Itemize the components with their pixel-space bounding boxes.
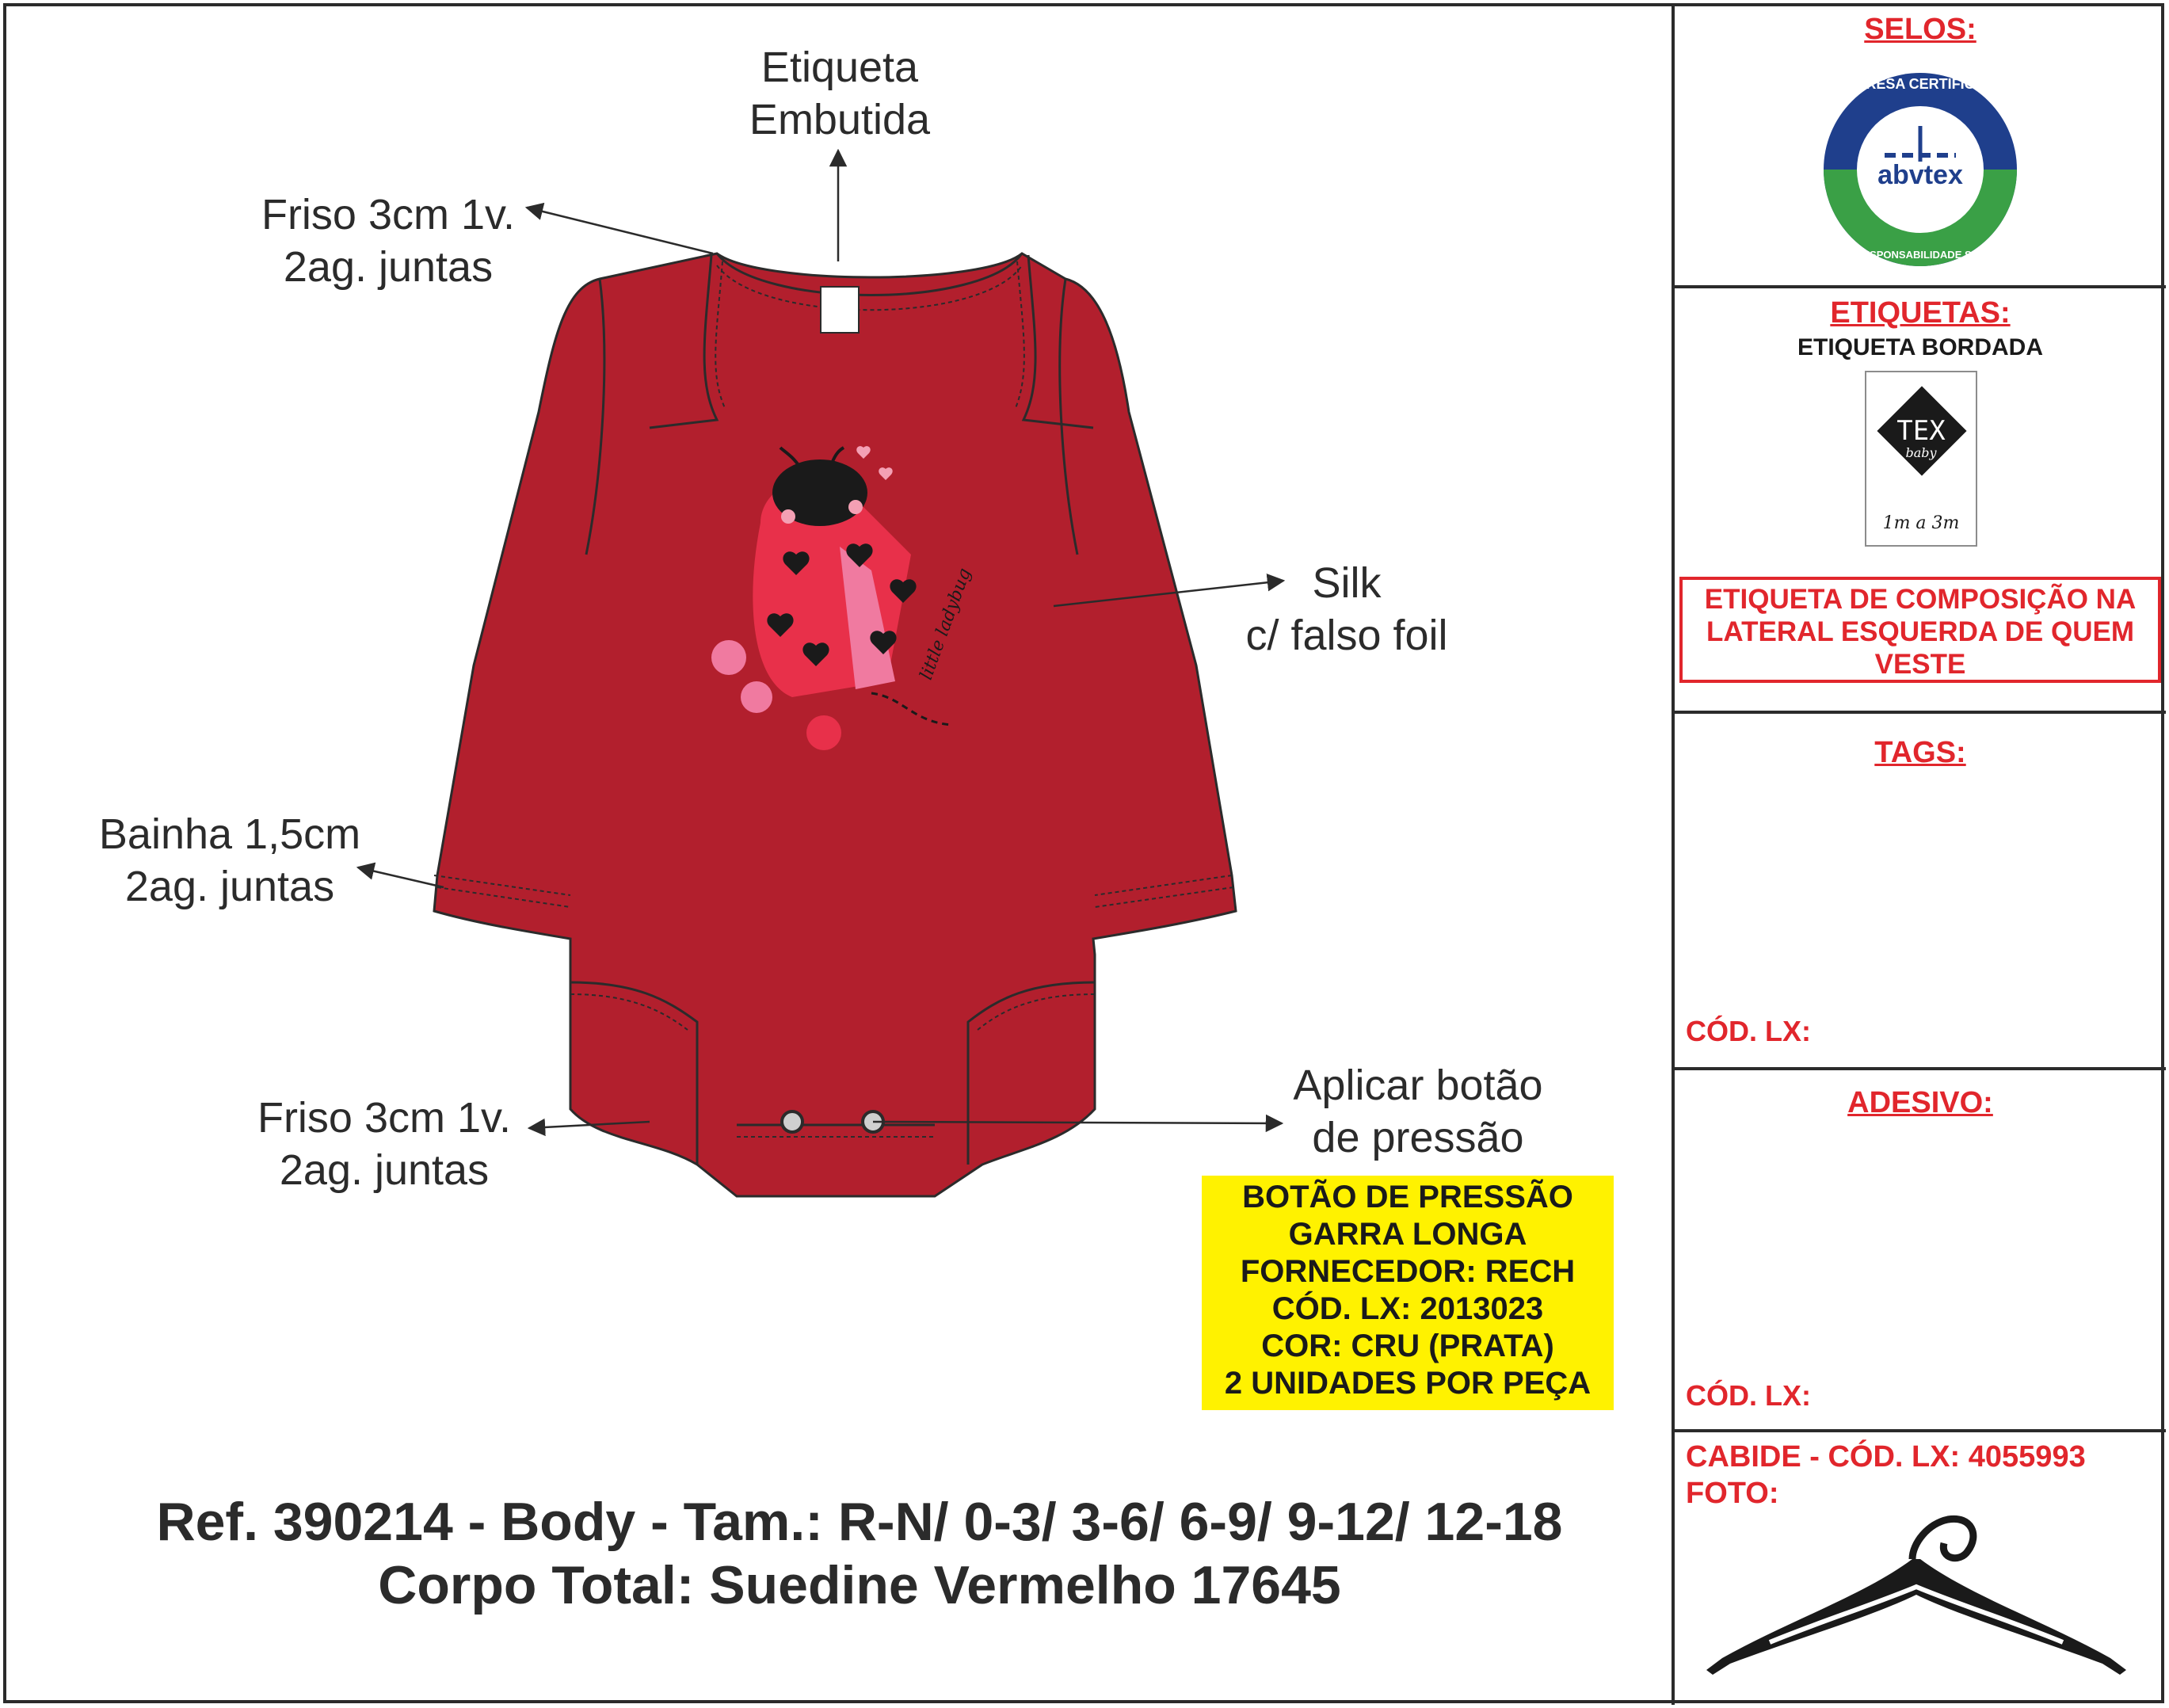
embroidered-label — [1865, 371, 1977, 547]
hanger-icon — [1675, 1432, 2166, 1694]
tags-title: TAGS: — [1874, 736, 1966, 769]
adesivo-code-label: CÓD. LX: — [1686, 1379, 1811, 1412]
annot-hem: Bainha 1,5cm 2ag. juntas — [98, 810, 361, 910]
adesivo-title: ADESIVO: — [1847, 1086, 1993, 1119]
fabric-title: Corpo Total: Suedine Vermelho 17645 — [378, 1555, 1341, 1615]
neck-label — [821, 287, 859, 333]
snap-button-left — [782, 1111, 802, 1132]
composition-note: ETIQUETA DE COMPOSIÇÃO NA LATERAL ESQUERDA DE QUEM VESTE — [1679, 577, 2161, 683]
svg-text:EMPRESA CERTIFICADA: EMPRESA CERTIFICADA — [1835, 76, 2006, 92]
annot-silk: Silk c/ falso foil — [1245, 559, 1448, 659]
cabide-title: CABIDE - CÓD. LX: 4055993 — [1686, 1440, 2086, 1474]
abvtex-seal-icon — [1675, 51, 2166, 288]
print-text: little ladybug — [916, 566, 975, 683]
section-cabide — [1675, 1432, 2166, 1703]
annot-neck-rib: Friso 3cm 1v. 2ag. juntas — [261, 191, 516, 291]
tags-code-label: CÓD. LX: — [1686, 1015, 1811, 1047]
arrow-neck-rib — [527, 208, 713, 254]
svg-text:abvtex: abvtex — [1877, 160, 1963, 190]
svg-text:EM RESPONSABILIDADE SOCIAL: EM RESPONSABILIDADE SOCIAL — [1836, 249, 2004, 261]
section-tags — [1675, 714, 2166, 1069]
button-spec-box: BOTÃO DE PRESSÃO GARRA LONGA FORNECEDOR: RECH CÓD. LX: 2013023 COR: CRU (PRATA) 2 UNIDADES POR PEÇA — [1202, 1176, 1614, 1410]
annot-button: Aplicar botão de pressão — [1293, 1062, 1543, 1161]
label-brand: TEX — [1896, 415, 1946, 447]
label-sub: baby — [1905, 445, 1937, 460]
section-adesivo — [1675, 1070, 2166, 1431]
annot-leg-rib: Friso 3cm 1v. 2ag. juntas — [257, 1094, 512, 1194]
cabide-photo-label: FOTO: — [1686, 1477, 1779, 1510]
etiquetas-subtitle: ETIQUETA BORDADA — [1797, 334, 2043, 360]
label-size: 1m a 3m — [1882, 513, 1960, 533]
etiquetas-title: ETIQUETAS: — [1830, 296, 2011, 330]
section-selos — [1675, 3, 2166, 287]
selos-title: SELOS: — [1864, 13, 1976, 46]
annot-label-top: Etiqueta Embutida — [749, 44, 931, 143]
product-title: Ref. 390214 - Body - Tam.: R-N/ 0-3/ 3-6/ 6-9/ 9-12/ 12-18 — [156, 1492, 1563, 1552]
